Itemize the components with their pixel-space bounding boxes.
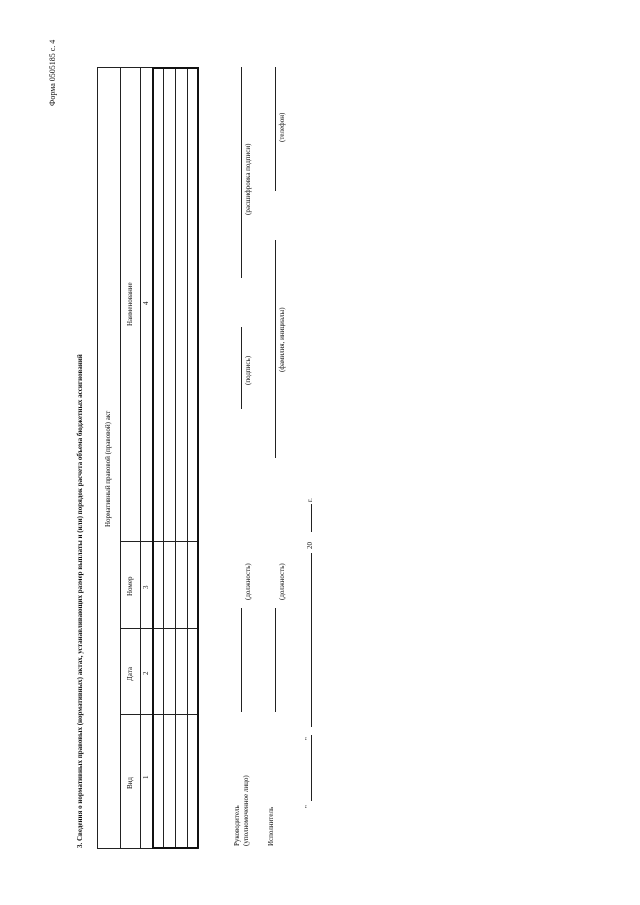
group-header-divider <box>120 67 121 848</box>
head-decryption-caption: (расшифровка подписи) <box>244 143 252 215</box>
head-label: Руководитель <box>233 805 241 846</box>
date-quote-close: " <box>304 737 312 740</box>
executor-label: Исполнитель <box>267 806 275 846</box>
data-row-line-2 <box>175 67 176 848</box>
section-title: 3. Сведения о нормативных правовых (нормативных) актах, устанавливающих размер выплаты и (или) порядок расчета объема бюджетных ассигнований <box>76 354 84 848</box>
data-row-line-3 <box>187 67 188 848</box>
form-code: Форма 0505185 с. 4 <box>48 39 57 106</box>
head-position-caption: (должность) <box>244 563 252 600</box>
table-top-border <box>97 67 98 848</box>
executor-phone-line[interactable] <box>275 67 276 191</box>
head-signature-line[interactable] <box>241 327 242 409</box>
group-header: Нормативный правовой (правовой) акт <box>104 410 112 527</box>
col-number-3: 3 <box>142 585 150 589</box>
head-signature-caption: (подпись) <box>244 355 252 385</box>
date-day-line[interactable] <box>311 735 312 801</box>
executor-fio-caption: (фамилия, инициалы) <box>278 307 286 372</box>
executor-phone-caption: (телефон) <box>278 112 286 142</box>
executor-fio-line[interactable] <box>275 240 276 458</box>
head-decryption-line[interactable] <box>241 67 242 278</box>
data-block-right <box>152 67 198 69</box>
data-row-line-1 <box>163 67 164 848</box>
head-position-line[interactable] <box>241 608 242 712</box>
col-header-date: Дата <box>126 667 134 681</box>
col-header-type: Вид <box>126 777 134 789</box>
executor-position-caption: (должность) <box>278 563 286 600</box>
executor-position-line[interactable] <box>275 608 276 712</box>
col-header-number: Номер <box>126 576 134 596</box>
date-quote-open: " <box>304 805 312 808</box>
head-label-sub: (уполномоченное лицо) <box>242 775 250 846</box>
date-year-prefix: 20 <box>306 542 314 549</box>
data-block-left <box>152 847 198 849</box>
col-number-1: 1 <box>142 775 150 779</box>
date-year-line[interactable] <box>311 504 312 532</box>
data-row-bottom <box>197 67 199 848</box>
date-month-line[interactable] <box>311 553 312 727</box>
header-number-divider <box>140 67 141 848</box>
col-header-name: Наименование <box>126 282 134 326</box>
date-year-suffix: г. <box>306 498 314 502</box>
col-number-2: 2 <box>142 671 150 675</box>
col-number-4: 4 <box>142 301 150 305</box>
data-row-top <box>152 67 154 848</box>
